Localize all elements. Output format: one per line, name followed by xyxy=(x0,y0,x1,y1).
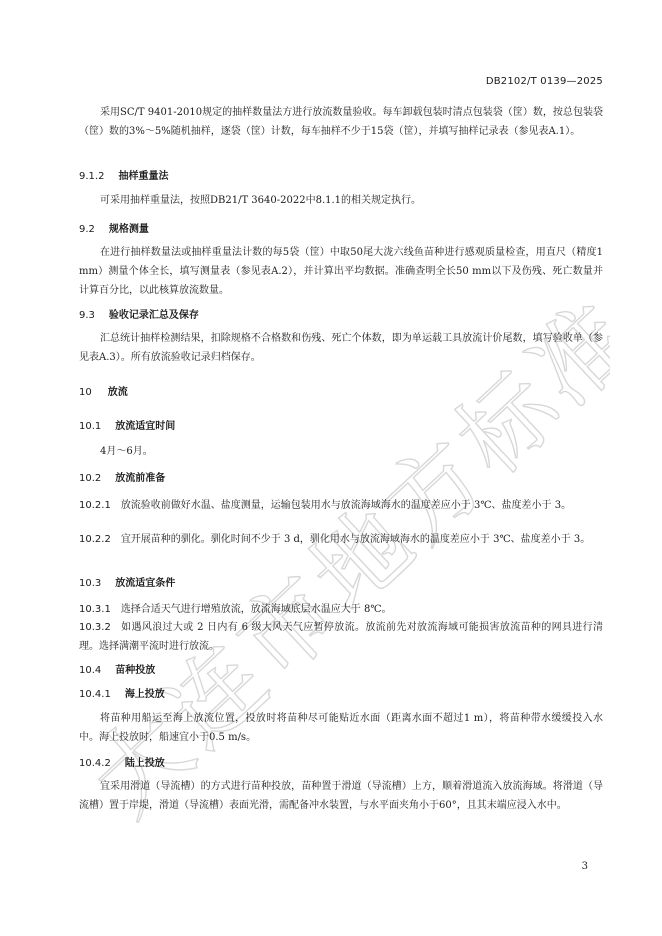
heading-number: 9.3 xyxy=(79,310,95,321)
heading-title: 放流 xyxy=(107,387,128,398)
heading-number: 9.2 xyxy=(79,224,95,235)
heading-number: 10.2 xyxy=(79,473,102,484)
heading-title: 陆上投放 xyxy=(124,758,165,769)
heading-9-2 xyxy=(79,223,603,237)
clause-10-3-2 xyxy=(79,618,603,656)
paragraph-9-2: 在进行抽样数量法或抽样重量法计数的每5袋（筐）中取50尾大泷六线鱼苗种进行感观质量检查，用直尺（精度1 mm）测量个体全长，填写测量表（参见表A.2），并计算出平均数据。准确查明全长50 mm以下及伤残、死亡数量并计算百分比，以此核算放流数量。 xyxy=(79,247,603,296)
clause-number: 10.3.1 xyxy=(79,604,111,615)
paragraph-10-1: 4月～6月。 xyxy=(100,446,153,457)
heading-9-1-2 xyxy=(79,170,603,184)
heading-9-3 xyxy=(79,309,603,323)
document-code-header: DB2102/T 0139—2025 xyxy=(485,76,603,87)
heading-title: 规格测量 xyxy=(108,224,149,235)
heading-number: 10.4.1 xyxy=(79,689,111,700)
heading-title: 抽样重量法 xyxy=(118,171,169,182)
clause-text: 宜开展苗种的驯化。驯化时间不少于 3 d，驯化用水与放流海域海水的温度差应小于 3℃、盐度差小于 3。 xyxy=(120,534,591,545)
heading-number: 10.4.2 xyxy=(79,758,111,769)
clause-10-2-2 xyxy=(79,530,603,549)
paragraph-9-3: 汇总统计抽样检测结果，扣除规格不合格数和伤残、死亡个体数，即为单运载工具放流计价尾数，填写验收单（参见表A.3）。所有放流验收记录归档保存。 xyxy=(79,333,603,363)
heading-number: 9.1.2 xyxy=(79,171,105,182)
clause-number: 10.2.2 xyxy=(79,534,111,545)
paragraph-10-4-1: 将苗种用船运至海上放流位置，投放时将苗种尽可能贴近水面（距离水面不超过1 m），将苗种带水缓缓投入水中。海上投放时，船速宜小于0.5 m/s。 xyxy=(79,713,603,743)
clause-number: 10.2.1 xyxy=(79,500,111,511)
clause-10-3-1 xyxy=(79,600,603,619)
paragraph-9-1-1: 采用SC/T 9401-2010规定的抽样数量法方进行放流数量验收。每车卸载包装时清点包装袋（筐）数，按总包装袋（筐）数的3%～5%随机抽样，逐袋（筐）计数，每车抽样不少于15袋（筐），并填写抽样记录表（参见表A.1）。 xyxy=(79,107,603,137)
heading-10-2 xyxy=(79,472,603,486)
heading-10-4-2 xyxy=(79,757,603,771)
clause-text: 如遇风浪过大或 2 日内有 6 级大风天气应暂停放流。放流前先对放流海域可能损害放流苗种的网具进行清理。选择满潮平流时进行放流。 xyxy=(79,622,603,652)
heading-title: 放流适宜条件 xyxy=(115,578,176,589)
clause-10-2-1 xyxy=(79,496,603,515)
heading-10 xyxy=(79,386,603,400)
heading-title: 苗种投放 xyxy=(115,665,156,676)
heading-number: 10.4 xyxy=(79,665,102,676)
heading-title: 验收记录汇总及保存 xyxy=(108,310,199,321)
clause-number: 10.3.2 xyxy=(79,622,111,633)
heading-number: 10.1 xyxy=(79,421,102,432)
heading-10-1 xyxy=(79,420,603,434)
heading-number: 10.3 xyxy=(79,578,102,589)
heading-title: 海上投放 xyxy=(124,689,165,700)
clause-text: 选择合适天气进行增殖放流，放流海域底层水温应大于 8℃。 xyxy=(120,604,392,615)
heading-number: 10 xyxy=(79,387,92,398)
clause-text: 放流验收前做好水温、盐度测量，运输包装用水与放流海域海水的温度差应小于 3℃、盐度差小于 3。 xyxy=(120,500,572,511)
paragraph-9-1-2: 可采用抽样重量法，按照DB21/T 3640-2022中8.1.1的相关规定执行。 xyxy=(100,195,422,206)
paragraph-10-4-2: 宜采用滑道（导流槽）的方式进行苗种投放，苗种置于滑道（导流槽）上方，顺着滑道流入放流海域。将滑道（导流槽）置于岸堤，滑道（导流槽）表面光滑，需配备冲水装置，与水平面夹角小于60°，且其末端应浸入水中。 xyxy=(79,781,603,811)
heading-10-3 xyxy=(79,577,603,591)
heading-10-4 xyxy=(79,664,603,678)
watermark-text: 大连市地方标准 xyxy=(90,300,610,837)
heading-title: 放流适宜时间 xyxy=(115,421,176,432)
heading-title: 放流前准备 xyxy=(115,473,166,484)
heading-10-4-1 xyxy=(79,688,603,702)
page-number: 3 xyxy=(581,861,588,872)
